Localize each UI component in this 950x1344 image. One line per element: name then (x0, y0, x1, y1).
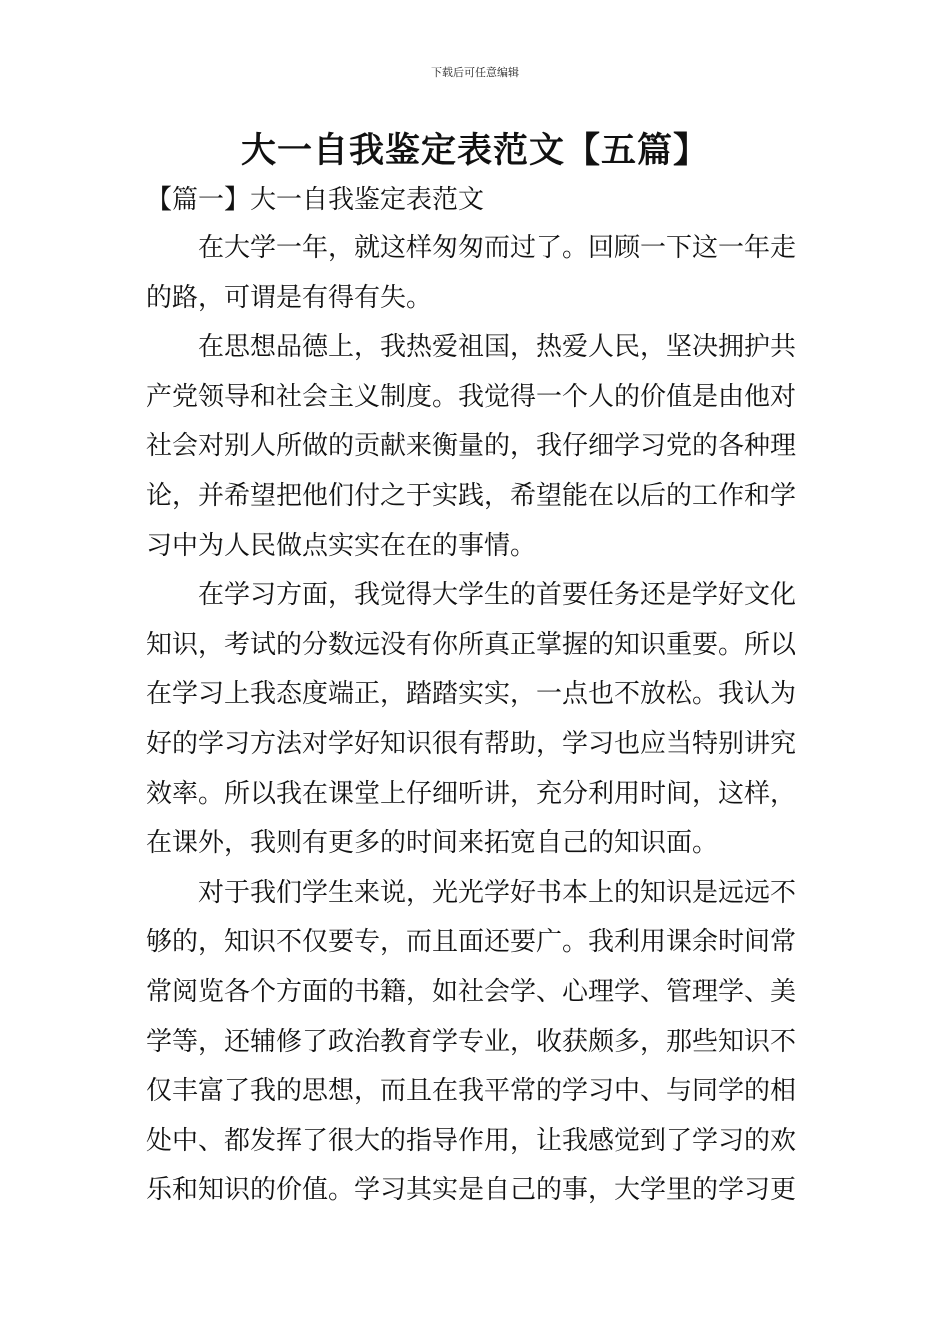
document-title: 大一自我鉴定表范文【五篇】 (240, 131, 709, 171)
paragraph-line: 仅丰富了我的思想，而且在我平常的学习中、与同学的相 (146, 1076, 797, 1107)
paragraph-line: 在思想品德上，我热爱祖国，热爱人民，坚决拥护共 (198, 332, 797, 363)
paragraph-line: 的路，可谓是有得有失。 (146, 282, 433, 313)
paragraph-line: 够的，知识不仅要专，而且面还要广。我利用课余时间常 (146, 927, 797, 958)
paragraph-line: 在课外，我则有更多的时间来拓宽自己的知识面。 (146, 828, 719, 859)
paragraph-line: 在大学一年，就这样匆匆而过了。回顾一下这一年走 (198, 233, 797, 263)
paragraph-line: 知识，考试的分数远没有你所真正掌握的知识重要。所以 (146, 629, 797, 660)
paragraph-3 (146, 571, 808, 869)
paragraph-2 (146, 323, 808, 571)
paragraph-line: 常阅览各个方面的书籍，如社会学、心理学、管理学、美 (146, 976, 797, 1007)
paragraph-line: 在学习上我态度端正，踏踏实实，一点也不放松。我认为 (146, 679, 797, 710)
paragraph-line: 处中、都发挥了很大的指导作用，让我感觉到了学习的欢 (146, 1125, 797, 1156)
paragraph-line: 在学习方面，我觉得大学生的首要任务还是学好文化 (198, 580, 797, 611)
paragraph-line: 产党领导和社会主义制度。我觉得一个人的价值是由他对 (146, 381, 797, 412)
header-note: 下载后可任意编辑 (431, 66, 519, 79)
paragraph-line: 乐和知识的价值。学习其实是自己的事，大学里的学习更 (146, 1175, 797, 1206)
paragraph-1 (146, 224, 808, 323)
paragraph-4 (146, 869, 808, 1216)
paragraph-line: 习中为人民做点实实在在的事情。 (146, 530, 537, 561)
paragraph-line: 对于我们学生来说，光光学好书本上的知识是远远不 (198, 877, 797, 908)
paragraph-line: 学等，还辅修了政治教育学专业，收获颇多，那些知识不 (146, 1026, 797, 1057)
paragraph-line: 好的学习方法对学好知识很有帮助，学习也应当特别讲究 (146, 728, 797, 759)
paragraph-line: 论，并希望把他们付之于实践，希望能在以后的工作和学 (146, 480, 797, 511)
paragraph-line: 社会对别人所做的贡献来衡量的，我仔细学习党的各种理 (146, 431, 797, 462)
section-heading: 【篇一】大一自我鉴定表范文 (146, 185, 485, 215)
document-body (146, 224, 808, 1216)
paragraph-line: 效率。所以我在课堂上仔细听讲，充分利用时间，这样， (146, 778, 797, 809)
